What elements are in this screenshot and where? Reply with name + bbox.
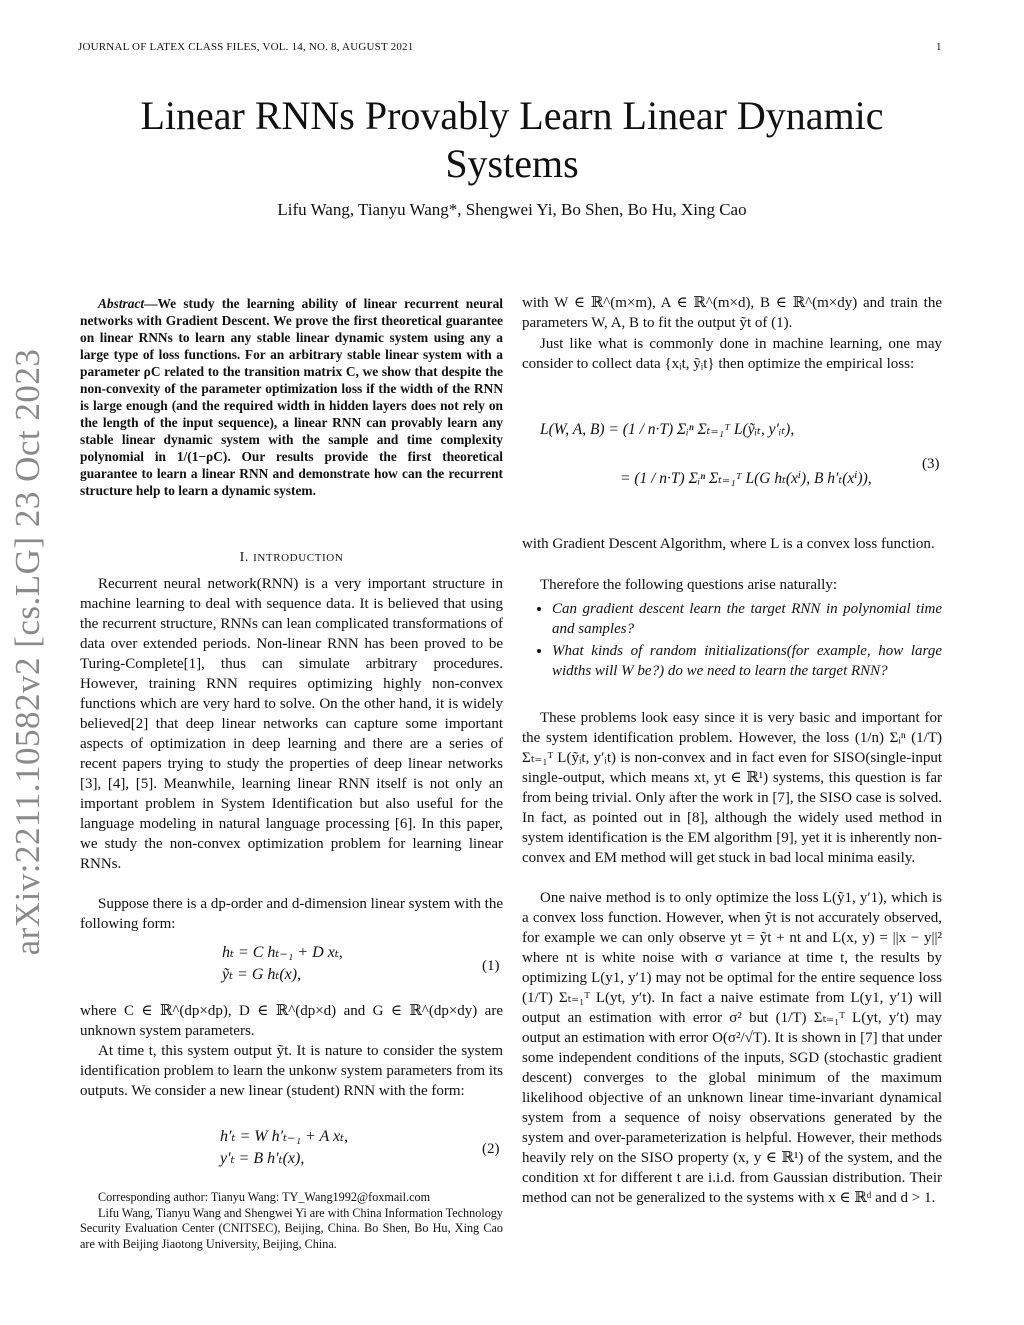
equation-1 [222, 942, 343, 986]
section-title: INTRODUCTION [253, 552, 344, 564]
abstract-label: Abstract [98, 296, 145, 311]
footnote [80, 1190, 503, 1252]
title-line-1: Linear RNNs Provably Learn Linear Dynamic [140, 93, 884, 138]
right-paragraph-1: with W ∈ ℝ^(m×m), A ∈ ℝ^(m×d), B ∈ ℝ^(m×dy) and train the parameters W, A, B to fit the output ỹt of (1). [522, 295, 942, 331]
abstract-text: —We study the learning ability of linear recurrent neural networks with Gradient Descent. We prove the first theoretical guarantee on linear RNNs to learn any stable linear dynamic system using any a large type of loss functions. For an arbitrary stable linear system with a parameter ρC related to the transition matrix C, we show that despite the non-convexity of the parameter optimization loss if the width of the RNN is large enough (and the required width in hidden layers does not rely on the length of the input sequence), a linear RNN can provably learn any stable linear dynamic system with the sample and time complexity polynomial in 1/(1−ρC). Our results provide the first theoretical guarantee to learn a linear RNN and demonstrate how can the recurrent structure help to learn a dynamic system. [80, 296, 503, 498]
eq1-line-2: ỹₜ = G hₜ(x), [222, 966, 302, 983]
equation-3 [540, 420, 930, 488]
running-header: JOURNAL OF LATEX CLASS FILES, VOL. 14, NO. 8, AUGUST 2021 [78, 41, 414, 53]
question-list [522, 599, 942, 681]
footnote-corresponding: Corresponding author: Tianyu Wang: TY_Wang1992@foxmail.com [98, 1190, 431, 1204]
arxiv-watermark: arXiv:2211.10582v2 [cs.LG] 23 Oct 2023 [8, 348, 47, 956]
right-paragraph-2: Just like what is commonly done in machine learning, one may consider to collect data {xᵢt, ỹᵢt} then optimize the empirical loss: [522, 336, 942, 372]
eq2-line-1: h′ₜ = W h′ₜ₋₁ + A xₜ, [220, 1128, 349, 1145]
title-line-2: Systems [445, 141, 579, 186]
intro-paragraph-1: Recurrent neural network(RNN) is a very important structure in machine learning to deal with sequence data. It is believed that using the recurrent structure, RNNs can lean complicated transformations of data over extended periods. Non-linear RNN has been proved to be Turing-Complete[1], thus can simulate arbitrary procedures. However, training RNN requires optimizing highly non-convex functions which are very hard to solve. On the other hand, it is widely believed[2] that deep linear networks can capture some important aspects of optimization in deep learning and there are a series of recent papers trying to study the properties of deep linear networks [3], [4], [5]. Meanwhile, learning linear RNN itself is not only an important problem in System Identification but also useful for the language modeling in natural language processing [6]. In this paper, we study the non-convex optimization problem for learning linear RNNs. [80, 576, 503, 872]
right-paragraph-6: One naive method is to only optimize the loss L(ỹ1, y′1), which is a convex loss function. However, when ỹt is not accurately observed, for example we can only observe yt = ỹt + nt and L(x, y) = ||x − y||² where nt is white noise with σ variance at time t, the results by optimizing L(y1, y′1) may not be optimal for the entire sequence loss (1/T) Σₜ₌₁ᵀ L(yt, y′t). In fact a naive estimate from L(y1, y′1) will output an estimation with error σ² but (1/T) Σₜ₌₁ᵀ L(yt, y′t) may output an estimation with error O(σ²/√T). It is shown in [7] that under some independent conditions of the inputs, SGD (stochastic gradient descent) converges to the global minimum of the maximum likelihood objective of an unknown linear time-invariant dynamical system from a sequence of noisy observations generated by the system and over-parameterization is helpful. However, their methods heavily rely on the SISO property (x, y ∈ ℝ¹) of the system, and the condition xt for different t are i.i.d. from Gaussian distribution. Their method can not be generalized to the systems with x ∈ ℝᵈ and d > 1. [522, 890, 942, 1206]
page-number: 1 [936, 41, 942, 53]
eq3-line-1: L(W, A, B) = (1 / n·T) Σᵢⁿ Σₜ₌₁ᵀ L(ỹᵢₜ, y′ᵢₜ), [540, 421, 795, 438]
right-paragraph-4: Therefore the following questions arise naturally: • Can gradient descent learn the target RNN in polynomial time and samples? • What kinds of random initializations(for example, how large widths will W be?) do we need to learn the target RNN? [522, 575, 942, 685]
equation-1-number: (1) [482, 958, 500, 974]
author-list: Lifu Wang, Tianyu Wang*, Shengwei Yi, Bo Shen, Bo Hu, Xing Cao [277, 200, 747, 219]
paper-title [0, 92, 1024, 188]
equation-2-number: (2) [482, 1141, 500, 1157]
section-heading [80, 548, 503, 568]
section-number: I. [239, 550, 249, 565]
eq1-line-1: hₜ = C hₜ₋₁ + D xₜ, [222, 944, 343, 961]
intro-paragraph-4: At time t, this system output ỹt. It is nature to consider the system identification problem to learn the unkonw system parameters from its outputs. We consider a new linear (student) RNN with the form: [80, 1043, 503, 1099]
footnote-affiliations: Lifu Wang, Tianyu Wang and Shengwei Yi are with China Information Technology Security Evaluation Center (CNITSEC), Beijing, China. Bo Shen, Bo Hu, Xing Cao are with Beijing Jiaotong University, Beijing, China. [80, 1205, 503, 1251]
eq2-line-2: y′ₜ = B h′ₜ(x), [220, 1150, 305, 1167]
intro-paragraph-3: where C ∈ ℝ^(dp×dp), D ∈ ℝ^(dp×d) and G ∈ ℝ^(dp×dy) are unknown system parameters. [80, 1003, 503, 1039]
eq3-line-2: = (1 / n·T) Σᵢⁿ Σₜ₌₁ᵀ L(G hₜ(xⁱ), B h′ₜ(xⁱ)), [620, 470, 872, 487]
right-paragraph-5: These problems look easy since it is very basic and important for the system identification problem. However, the loss (1/n) Σᵢⁿ (1/T) Σₜ₌₁ᵀ L(ỹᵢt, y′ᵢt) is non-convex and in fact even for SISO(single-input single-output, which means xt, yt ∈ ℝ¹) systems, this question is far from being trivial. Only after the work in [7], the SISO case is solved. In fact, as pointed out in [8], although the widely used method in system identification is the EM algorithm [9], yet it is inherently non-convex and EM method will get stuck in bad local minima easily. [522, 710, 942, 866]
list-item: • Can gradient descent learn the target RNN in polynomial time and samples? [552, 599, 942, 639]
list-item: • What kinds of random initializations(for example, how large widths will W be?) do we need to learn the target RNN? [552, 641, 942, 681]
abstract [80, 295, 503, 499]
right-paragraph-3: with Gradient Descent Algorithm, where L is a convex loss function. [522, 536, 935, 552]
intro-paragraph-2: Suppose there is a dp-order and d-dimension linear system with the following form: [80, 896, 503, 932]
equation-3-number: (3) [922, 456, 940, 472]
equation-2 [220, 1126, 348, 1170]
